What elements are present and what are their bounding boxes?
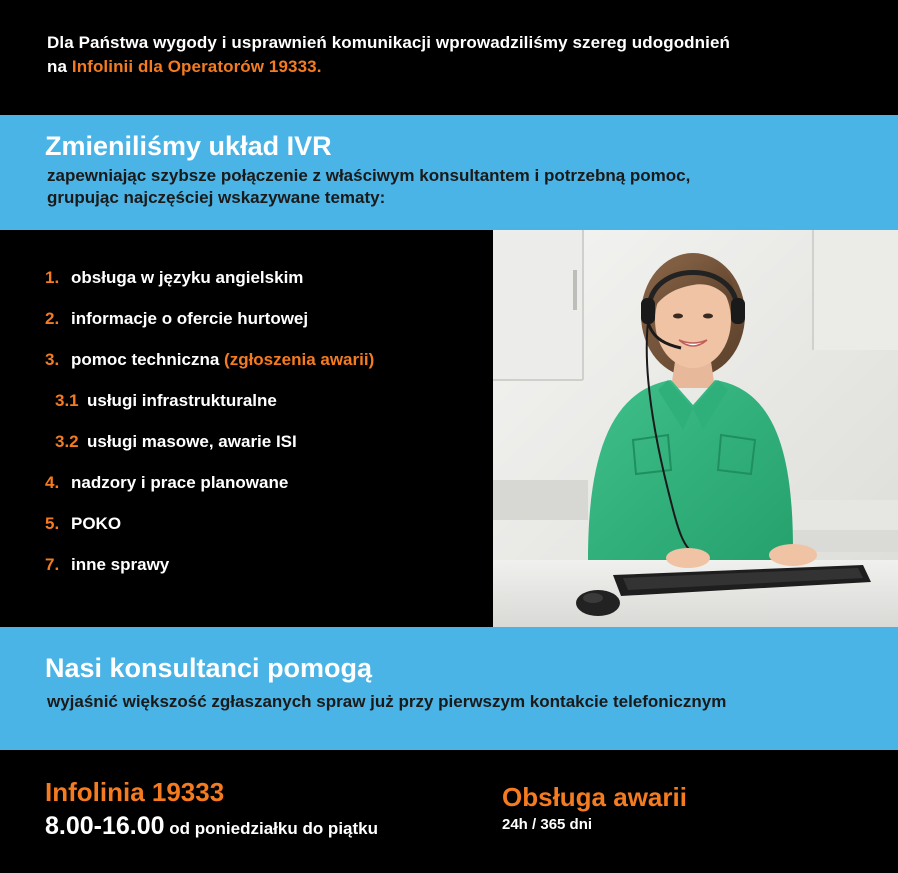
menu-item-5 [45, 512, 374, 553]
ivr-menu-list [45, 266, 374, 594]
infoline-hours-time: 8.00-16.00 [45, 812, 165, 840]
ivr-subtitle-line-2: grupując najczęściej wskazywane tematy: [47, 188, 386, 207]
menu-item-number: 4. [45, 473, 60, 492]
menu-item-number: 1. [45, 268, 60, 287]
intro-line-1: Dla Państwa wygody i usprawnień komunikacji wprowadziliśmy szereg udogodnień [47, 33, 731, 52]
menu-item-7 [45, 553, 374, 594]
menu-item-extra: (zgłoszenia awarii) [224, 350, 375, 369]
ivr-subtitle-line-1: zapewniając szybsze połączenie z właściwym konsultantem i potrzebną pomoc, [47, 166, 691, 185]
menu-item-label: nadzory i prace planowane [71, 473, 289, 492]
menu-item-number: 3.2 [55, 432, 79, 451]
footer-section [0, 750, 898, 873]
menu-item-number: 2. [45, 309, 60, 328]
consultants-subtitle: wyjaśnić większość zgłaszanych spraw już przy pierwszym kontakcie telefonicznym [47, 692, 727, 711]
menu-item-label: usługi infrastrukturalne [87, 391, 277, 410]
menu-item-3-2 [45, 430, 374, 471]
consultant-photo [493, 230, 898, 627]
menu-item-1 [45, 266, 374, 307]
consultant-illustration [493, 230, 898, 627]
infoline-highlight: Infolinii dla Operatorów 19333. [71, 57, 322, 76]
menu-item-label: inne sprawy [71, 555, 170, 574]
infoline-hours-days: od poniedziałku do piątku [164, 819, 378, 838]
ivr-subtitle [47, 165, 690, 209]
consultants-title: Nasi konsultanci pomogą [45, 653, 373, 683]
ivr-title: Zmieniliśmy układ IVR [45, 131, 332, 161]
outage-hours: 24h / 365 dni [502, 816, 593, 833]
intro-line-2 [47, 55, 730, 79]
menu-item-4 [45, 471, 374, 512]
menu-item-label: POKO [71, 514, 122, 533]
menu-item-number: 3. [45, 350, 60, 369]
intro-section [0, 0, 898, 115]
menu-item-label: pomoc techniczna [71, 350, 225, 369]
menu-item-number: 5. [45, 514, 60, 533]
menu-item-3 [45, 348, 374, 389]
intro-line-2-prefix: na [47, 57, 72, 76]
consultants-band [0, 627, 898, 750]
menu-item-label: obsługa w języku angielskim [71, 268, 304, 287]
menu-item-2 [45, 307, 374, 348]
intro-text [47, 31, 730, 79]
menu-item-3-1 [45, 389, 374, 430]
ivr-menu-section [0, 230, 898, 627]
infoline-hours [45, 812, 378, 841]
menu-item-label: usługi masowe, awarie ISI [87, 432, 297, 451]
menu-item-label: informacje o ofercie hurtowej [71, 309, 309, 328]
outage-title: Obsługa awarii [502, 782, 687, 812]
ivr-band [0, 115, 898, 230]
infoline-title: Infolinia 19333 [45, 777, 225, 807]
menu-item-number: 3.1 [55, 391, 79, 410]
menu-item-number: 7. [45, 555, 60, 574]
